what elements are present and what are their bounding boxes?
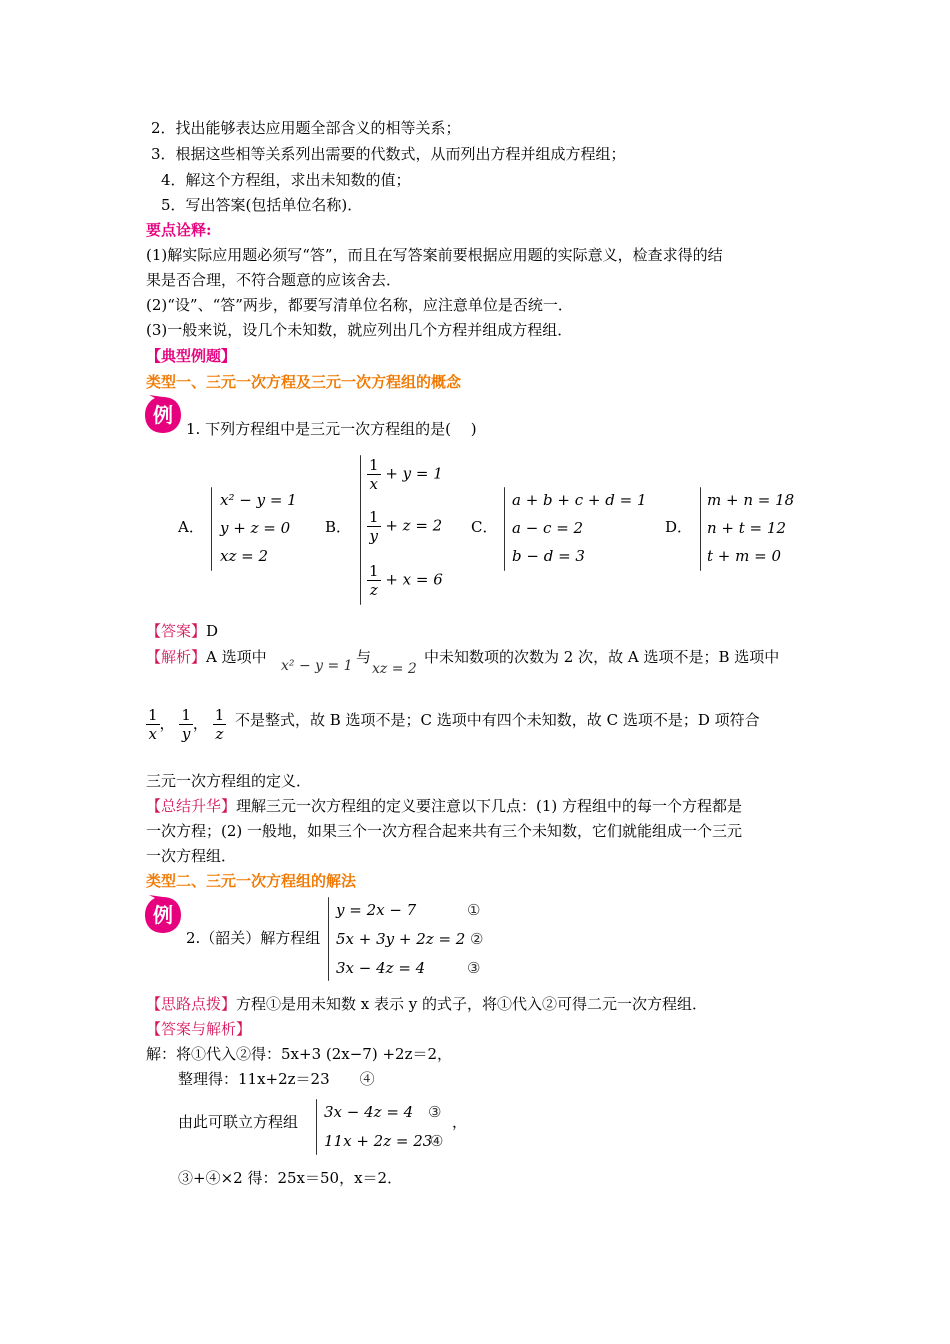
- solution-tag: 【答案与解析】: [146, 1020, 252, 1038]
- solution-line3: 由此可联立方程组: [178, 1113, 299, 1131]
- step-2: 2．找出能够表达应用题全部含义的相等关系；: [151, 119, 461, 137]
- solution-system-brace: [316, 1099, 317, 1155]
- solution-system-mark1: ③: [428, 1103, 442, 1121]
- step-5: 5．写出答案(包括单位名称)．: [161, 196, 363, 214]
- question-1: 1. 下列方程组中是三元一次方程组的是( ): [186, 420, 477, 438]
- example-badge-1-text: 例: [153, 403, 173, 427]
- option-d-brace: [700, 487, 701, 571]
- option-c-brace: [504, 487, 505, 571]
- answer-value: D: [206, 622, 219, 640]
- option-a-eq3: xz = 2: [220, 547, 269, 565]
- question-2-eq3: 3x − 4z = 4: [336, 959, 426, 977]
- solution-system-eq2: 11x + 2z = 23: [324, 1132, 433, 1150]
- hint-tag: 【思路点拨】: [146, 995, 237, 1013]
- option-a-eq1: x² − y = 1: [220, 491, 297, 509]
- option-b-eq1: $\frac{1}{x}$ + y = 1: [369, 456, 443, 493]
- solution-line2: 整理得：11x+2z＝23 ④: [178, 1070, 375, 1088]
- option-a-eq2: y + z = 0: [220, 519, 291, 537]
- analysis-tag: 【解析】: [146, 648, 207, 666]
- option-b-brace: [360, 455, 361, 605]
- option-a-brace: [211, 487, 212, 571]
- option-d-eq3: t + m = 0: [707, 547, 782, 565]
- solution-system-mark2: ④: [430, 1132, 444, 1150]
- summary-line1: 【总结升华】理解三元一次方程组的定义要注意以下几点：(1) 方程组中的每一个方程都是: [146, 797, 743, 815]
- key-point-3: (3)一般来说，设几个未知数，就应列出几个方程并组成方程组．: [146, 321, 573, 339]
- question-2-mark3: ③: [467, 959, 481, 977]
- summary-tag: 【总结升华】: [146, 797, 237, 815]
- option-c-eq2: a − c = 2: [512, 519, 584, 537]
- option-c-eq1: a + b + c + d = 1: [512, 491, 647, 509]
- analysis-line3: 三元一次方程组的定义．: [146, 772, 312, 790]
- solution-system-comma: ，: [452, 1113, 468, 1131]
- example-badge-1: [143, 395, 183, 435]
- key-points-title: 要点诠释:: [146, 221, 212, 239]
- analysis-line2: 不是整式，故 B 选项不是；C 选项中有四个未知数，故 C 选项不是；D 项符合: [235, 711, 760, 729]
- step-3: 3．根据这些相等关系列出需要的代数式，从而列出方程并组成方程组；: [151, 145, 626, 163]
- question-2-brace: [328, 897, 329, 981]
- hint-line: 【思路点拨】方程①是用未知数 x 表示 y 的式子，将①代入②可得二元一次方程组．: [146, 995, 708, 1013]
- analysis-line1: 【解析】A 选项中: [146, 648, 267, 666]
- question-2-eq1: y = 2x − 7: [336, 901, 417, 919]
- option-c-label: C．: [471, 518, 498, 536]
- solution-line1: 解：将①代入②得：5x+3 (2x−7) +2z＝2，: [146, 1045, 453, 1063]
- option-d-eq1: m + n = 18: [707, 491, 795, 509]
- type1-title: 类型一、三元一次方程及三元一次方程组的概念: [146, 373, 462, 391]
- key-point-1-line2: 果是否合理，不符合题意的应该舍去．: [146, 271, 402, 289]
- analysis-eq1: x² − y = 1: [281, 658, 353, 674]
- question-2-mark1: ①: [467, 901, 481, 919]
- option-c-eq3: b − d = 3: [512, 547, 585, 565]
- key-point-2: (2)“设”、“答”两步，都要写清单位名称，应注意单位是否统一．: [146, 296, 573, 314]
- analysis-fracs: $\frac{1}{x}$ ， $\frac{1}{y}$ ， $\frac{1}{z}$: [148, 706, 225, 743]
- option-d-label: D．: [665, 518, 693, 536]
- option-b-label: B．: [325, 518, 352, 536]
- type2-title: 类型二、三元一次方程组的解法: [146, 872, 357, 890]
- question-2: 2.（韶关）解方程组: [186, 929, 321, 947]
- answer-line: [146, 620, 218, 642]
- analysis-eq2: xz = 2: [372, 661, 417, 677]
- option-d-eq2: n + t = 12: [707, 519, 786, 537]
- question-2-eq2: 5x + 3y + 2z = 2: [336, 930, 466, 948]
- example-badge-2-text: 例: [153, 903, 173, 927]
- summary-line2: 一次方程；(2) 一般地，如果三个一次方程合起来共有三个未知数，它们就能组成一个三元: [146, 822, 743, 840]
- question-2-mark2: ②: [470, 930, 484, 948]
- option-b-eq2: $\frac{1}{y}$ + z = 2: [369, 508, 443, 545]
- summary-line3: 一次方程组．: [146, 847, 237, 865]
- analysis-with: 与: [356, 648, 372, 666]
- key-point-1-line1: (1)解实际应用题必须写“答”，而且在写答案前要根据应用题的实际意义，检查求得的结: [146, 246, 723, 264]
- section-header: 【典型例题】: [146, 347, 237, 365]
- answer-tag: 【答案】: [146, 622, 207, 640]
- solution-line4: ③+④×2 得：25x＝50，x＝2．: [178, 1169, 403, 1187]
- option-b-eq3: $\frac{1}{z}$ + x = 6: [369, 562, 443, 599]
- solution-system-eq1: 3x − 4z = 4: [324, 1103, 414, 1121]
- option-a-label: A．: [178, 518, 204, 536]
- step-4: 4．解这个方程组，求出未知数的值；: [161, 171, 411, 189]
- example-badge-2: [143, 895, 183, 935]
- analysis-line1-rest: 中未知数项的次数为 2 次，故 A 选项不是；B 选项中: [424, 648, 780, 666]
